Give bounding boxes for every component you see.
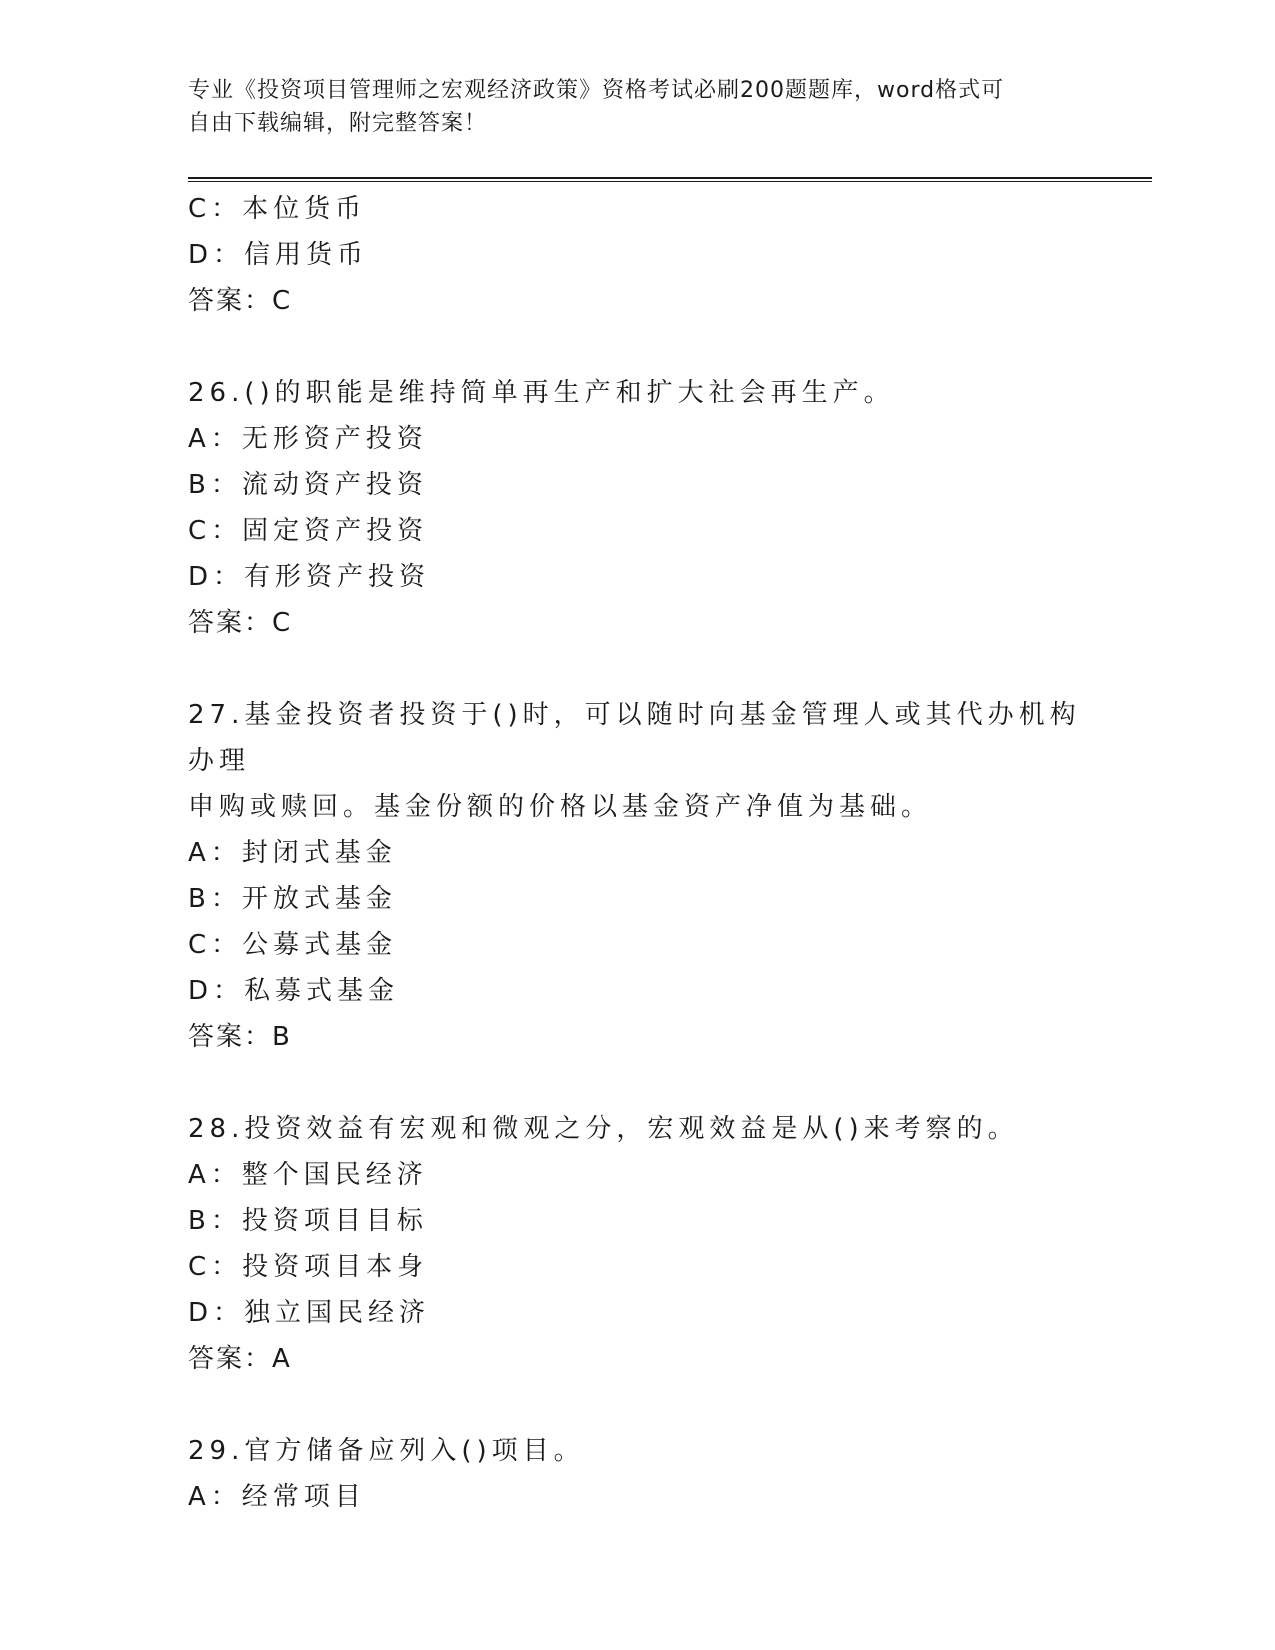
option-d: D：信用货币: [188, 240, 369, 270]
question-text: 28.投资效益有宏观和微观之分，宏观效益是从()来考察的。: [188, 1114, 1019, 1144]
question-29: [188, 1428, 1108, 1520]
option-b: B：投资项目目标: [188, 1206, 428, 1236]
question-28: [188, 1106, 1108, 1382]
question-text-line-2: 申购或赎回。基金份额的价格以基金资产净值为基础。: [188, 792, 933, 822]
option-a: A：整个国民经济: [188, 1160, 428, 1190]
spacer: [188, 324, 1108, 370]
option-c: C：固定资产投资: [188, 516, 429, 546]
option-b: B：开放式基金: [188, 884, 397, 914]
option-d: D：私募式基金: [188, 976, 400, 1006]
question-text: 26.()的职能是维持简单再生产和扩大社会再生产。: [188, 378, 895, 408]
question-text-line-1: 27.基金投资者投资于()时，可以随时向基金管理人或其代办机构办理: [188, 700, 1081, 776]
option-d: D：有形资产投资: [188, 562, 431, 592]
header-divider-thick: [188, 177, 1152, 179]
header-line-1: 专业《投资项目管理师之宏观经济政策》资格考试必刷200题题库，word格式可: [188, 78, 1005, 103]
previous-question-tail: [188, 186, 1108, 324]
spacer: [188, 646, 1108, 692]
option-c: C：本位货币: [188, 194, 367, 224]
option-a: A：经常项目: [188, 1482, 366, 1512]
question-26: [188, 370, 1108, 646]
header-divider-thin: [188, 181, 1152, 182]
document-header: [188, 74, 1088, 140]
question-text: 29.官方储备应列入()项目。: [188, 1436, 585, 1466]
answer-text: 答案：C: [188, 286, 293, 316]
option-c: C：投资项目本身: [188, 1252, 429, 1282]
answer-text: 答案：A: [188, 1344, 292, 1374]
option-a: A：封闭式基金: [188, 838, 397, 868]
header-line-2: 自由下载编辑，附完整答案！: [188, 111, 488, 136]
option-c: C：公募式基金: [188, 930, 398, 960]
question-27: [188, 692, 1108, 1060]
answer-text: 答案：B: [188, 1022, 292, 1052]
option-a: A：无形资产投资: [188, 424, 428, 454]
question-list: [188, 186, 1108, 1520]
spacer: [188, 1060, 1108, 1106]
answer-text: 答案：C: [188, 608, 293, 638]
option-b: B：流动资产投资: [188, 470, 428, 500]
spacer: [188, 1382, 1108, 1428]
option-d: D：独立国民经济: [188, 1298, 431, 1328]
